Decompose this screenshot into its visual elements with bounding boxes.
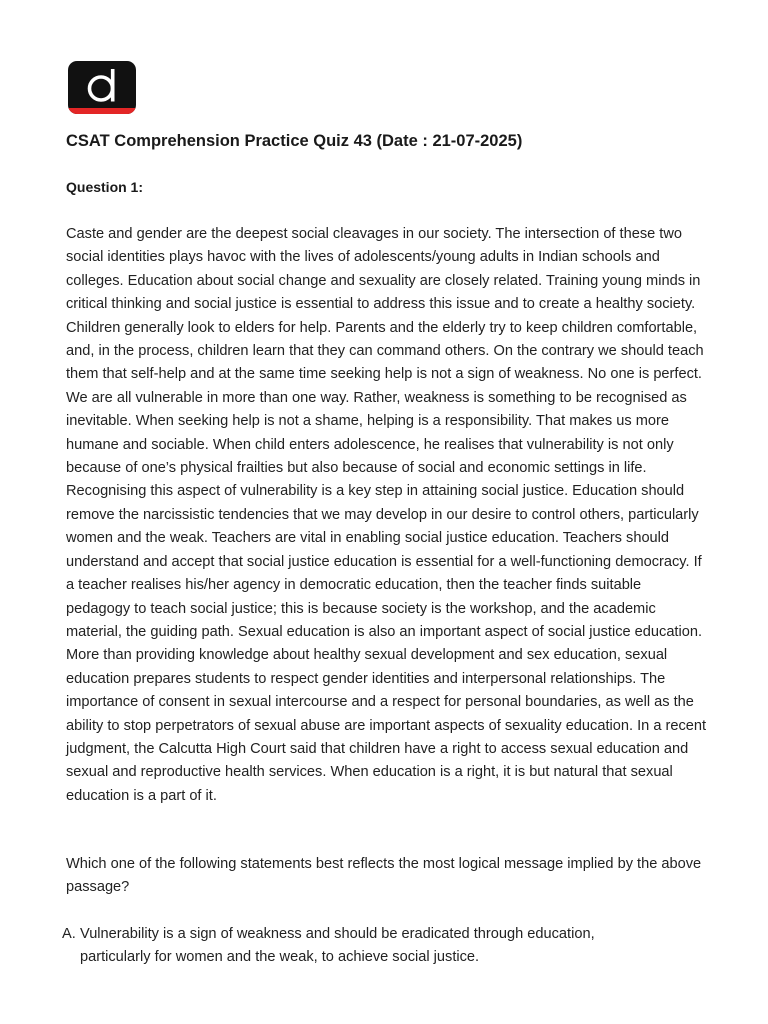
answer-option-a[interactable] [62, 923, 662, 970]
option-text: Vulnerability is a sign of weakness and should be eradicated through education, particularly for women and the weak, to achieve social justice. [80, 926, 595, 966]
d-logo-icon [68, 61, 136, 114]
logo-accent-stripe [68, 108, 136, 114]
page-title: CSAT Comprehension Practice Quiz 43 (Date : 21-07-2025) [66, 132, 523, 150]
option-letter: A. [62, 926, 76, 942]
question-label: Question 1: [66, 179, 144, 195]
question-prompt: Which one of the following statements best reflects the most logical message implied by the above passage? [66, 856, 702, 896]
brand-logo [68, 61, 136, 114]
answer-options-list [62, 923, 662, 970]
question-passage: Caste and gender are the deepest social cleavages in our society. The intersection of these two social identities plays havoc with the lives of adolescents/young adults in Indian schools and colleges. Education about social change and sexuality are closely related. Training young minds in critical thinking and social justice is essential to address this issue and to create a healthy society. Children generally look to elders for help. Parents and the elderly try to keep children comfortable, and, in the process, children learn that they can command others. On the contrary we should teach them that self-help and at the same time seeking help is not a sign of weakness. No one is perfect. We are all vulnerable in more than one way. Rather, weakness is something to be recognised as inevitable. When seeking help is not a shame, helping is a responsibility. That makes us more humane and sociable. When child enters adolescence, he realises that vulnerability is not only because of one’s physical frailties but also because of social and economic settings in life. Recognising this aspect of vulnerability is a key step in attaining social justice. Education should remove the narcissistic tendencies that we may develop in our desire to control others, particularly women and the weak. Teachers are vital in enabling social justice education. Teachers should understand and accept that social justice education is essential for a well-functioning democracy. If a teacher realises his/her agency in democratic education, then the teacher finds suitable pedagogy to teach social justice; this is because society is the workshop, and the academic material, the guiding path. Sexual education is also an important aspect of social justice education. More than providing knowledge about healthy sexual development and sex education, sexual education prepares students to respect gender identities and interpersonal relationships. The importance of consent in sexual intercourse and a respect for personal boundaries, as well as the ability to stop perpetrators of sexual abuse are important aspects of sexuality education. In a recent judgment, the Calcutta High Court said that children have a right to access sexual education and sexual and reproductive health services. When education is a right, it is but natural that sexual education is a part of it. [66, 226, 707, 804]
